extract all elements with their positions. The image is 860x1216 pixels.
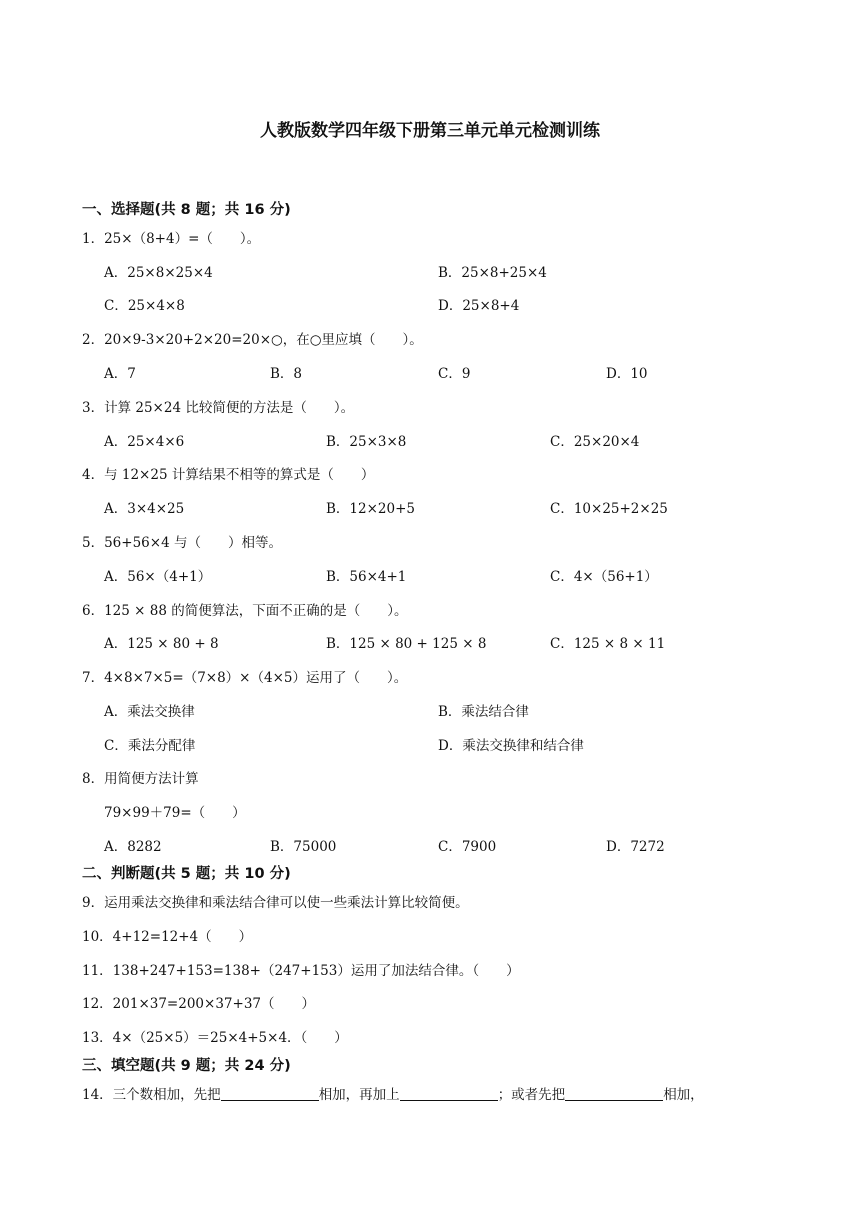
page-title: 人教版数学四年级下册第三单元单元检测训练: [260, 121, 600, 141]
q14-text-2: 相加，再加上: [318, 1087, 400, 1103]
q14-blank-3[interactable]: [565, 1086, 663, 1101]
q7-option-b: B．乘法结合律: [438, 704, 529, 720]
question-9: 9．运用乘法交换律和乘法结合律可以使一些乘法计算比较简便。: [82, 895, 469, 911]
q3-option-a: A．25×4×6: [104, 434, 185, 450]
q3-option-b: B．25×3×8: [326, 434, 407, 450]
q7-option-a: A．乘法交换律: [104, 704, 195, 720]
q14-text-4: 相加，: [663, 1087, 704, 1103]
question-6: 6．125 × 88 的简便算法，下面不正确的是（ ）。: [82, 603, 408, 619]
q1-option-d: D．25×8+4: [438, 298, 520, 314]
question-8-expression: 79×99＋79=（ ）: [104, 805, 246, 821]
question-7: 7．4×8×7×5=（7×8）×（4×5）运用了（ ）。: [82, 670, 408, 686]
q4-option-a: A．3×4×25: [104, 501, 185, 517]
q6-option-a: A．125 × 80 + 8: [104, 636, 219, 652]
q1-option-a: A．25×8×25×4: [104, 265, 213, 281]
q6-option-b: B．125 × 80 + 125 × 8: [326, 636, 487, 652]
q5-option-a: A．56×（4+1）: [104, 569, 212, 585]
q8-option-a: A．8282: [104, 839, 162, 855]
question-8: 8．用简便方法计算: [82, 771, 199, 787]
q4-option-b: B．12×20+5: [326, 501, 415, 517]
question-3: 3．计算 25×24 比较简便的方法是（ ）。: [82, 400, 355, 416]
q3-option-c: C．25×20×4: [550, 434, 640, 450]
section-heading-choice: 一、选择题(共 8 题；共 16 分): [82, 202, 291, 218]
q5-option-b: B．56×4+1: [326, 569, 407, 585]
q14-blank-2[interactable]: [400, 1086, 498, 1101]
q2-option-a: A．7: [104, 366, 136, 382]
section-heading-fill: 三、填空题(共 9 题；共 24 分): [82, 1058, 291, 1074]
question-13: 13．4×（25×5）＝25×4+5×4．（ ）: [82, 1030, 348, 1046]
question-4: 4．与 12×25 计算结果不相等的算式是（ ）: [82, 467, 375, 483]
question-14: [82, 1083, 704, 1103]
section-heading-judge: 二、判断题(共 5 题；共 10 分): [82, 866, 291, 882]
question-10: 10．4+12=12+4（ ）: [82, 929, 253, 945]
q8-option-c: C．7900: [438, 839, 497, 855]
q2-option-b: B．8: [270, 366, 303, 382]
question-1: 1．25×（8+4）=（ ）。: [82, 231, 261, 247]
q14-blank-1[interactable]: [221, 1086, 319, 1101]
q8-option-b: B．75000: [270, 839, 337, 855]
q8-option-d: D．7272: [606, 839, 665, 855]
q1-option-c: C．25×4×8: [104, 298, 185, 314]
q7-option-c: C．乘法分配律: [104, 738, 196, 754]
question-5: 5．56+56×4 与（ ）相等。: [82, 535, 282, 551]
q1-option-b: B．25×8+25×4: [438, 265, 547, 281]
q14-text-1: 14．三个数相加，先把: [82, 1087, 221, 1103]
q14-text-3: ；或者先把: [497, 1087, 566, 1103]
q5-option-c: C．4×（56+1）: [550, 569, 658, 585]
question-11: 11．138+247+153=138+（247+153）运用了加法结合律。（ ）: [82, 963, 520, 979]
question-12: 12．201×37=200×37+37（ ）: [82, 996, 315, 1012]
q4-option-c: C．10×25+2×25: [550, 501, 668, 517]
q2-option-d: D．10: [606, 366, 648, 382]
q2-option-c: C．9: [438, 366, 471, 382]
question-2: 2．20×9-3×20+2×20=20×○，在○里应填（ ）。: [82, 332, 423, 348]
q6-option-c: C．125 × 8 × 11: [550, 636, 666, 652]
q7-option-d: D．乘法交换律和结合律: [438, 738, 584, 754]
